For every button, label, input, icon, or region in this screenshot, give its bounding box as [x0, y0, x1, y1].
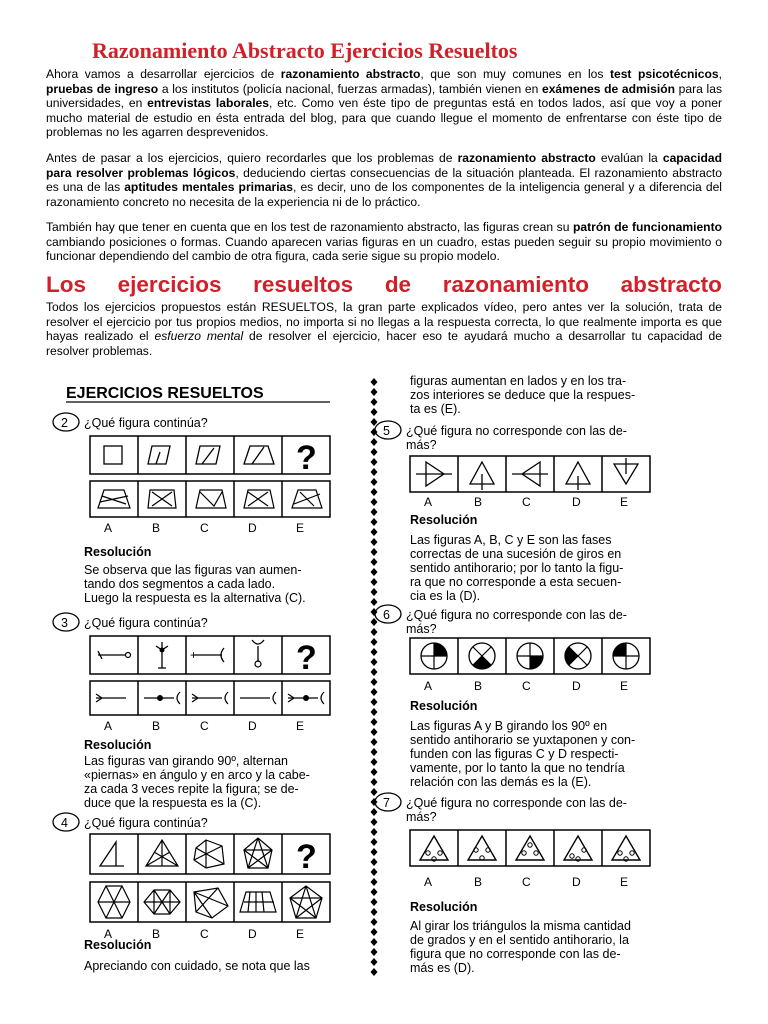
question-text: ¿Qué figura continúa? [84, 616, 208, 630]
bold-text: pruebas de ingreso [46, 81, 159, 96]
divider-diamond [371, 558, 378, 566]
exercise-number: 4 [61, 816, 68, 830]
option-letter: C [522, 495, 531, 509]
option-letter: B [474, 875, 483, 889]
option-letter: C [200, 521, 209, 535]
divider-diamond [371, 618, 378, 626]
divider-diamond [371, 868, 378, 876]
resolution-line: Se observa que las figuras van aumen- [84, 563, 302, 577]
option-letter: D [248, 927, 257, 941]
text: de resolver el ejercicio, hacer eso te ayudará mucho a desarrollar tu capacidad de resolver problemas. [46, 329, 723, 358]
divider-diamond [371, 738, 378, 746]
resolution-line: ta es (E). [410, 402, 461, 416]
divider-diamond [371, 728, 378, 736]
divider-diamond [371, 838, 378, 846]
divider-diamond [371, 588, 378, 596]
divider-diamond [371, 878, 378, 886]
option-letter: D [248, 521, 257, 535]
heading-word: resueltos [253, 272, 354, 297]
bold-text: patrón de funcionamiento [573, 220, 722, 234]
heading-word: de [384, 272, 412, 297]
divider-diamond [371, 898, 378, 906]
answer-options-row [90, 681, 330, 715]
heading-word: Los [46, 272, 87, 297]
divider-diamonds [371, 378, 378, 976]
question-mark: ? [296, 639, 317, 677]
option-letter: A [104, 521, 113, 535]
resolution-label: Resolución [410, 699, 478, 713]
text: , etc. Como ven éste tipo de preguntas está en todos lados, así que voy a poner mucho material de estudio en ésta entrada del blog, para que cuando llegue el momento de enfrentarse con éste tipo de problemas no les agarren desprevenidos. [46, 96, 722, 139]
option-letter: E [620, 679, 629, 693]
option-letter: E [296, 927, 305, 941]
option-letter: B [152, 927, 161, 941]
resolution-line: zos interiores se deduce que la respues- [410, 388, 636, 402]
text: , deduciendo ciertas consecuencias de la situación planteada. El razonamiento abstracto es una de las [46, 165, 722, 194]
question-text: ¿Qué figura continúa? [84, 816, 208, 830]
text: , es decir, uno de los componentes de la inteligencia general y a diferencia del razonamiento concreto no necesita de la experiencia ni de lo práctico. [46, 180, 722, 209]
divider-diamond [371, 438, 378, 446]
question-mark: ? [296, 838, 317, 876]
divider-diamond [371, 658, 378, 666]
divider-diamond [371, 768, 378, 776]
divider-diamond [371, 418, 378, 426]
divider-diamond [371, 698, 378, 706]
resolution-line: correctas de una sucesión de giros en [410, 547, 622, 561]
divider-diamond [371, 388, 378, 396]
divider-diamond [371, 848, 378, 856]
divider-diamond [371, 968, 378, 976]
resolution-label: Resolución [84, 938, 152, 952]
bold-text: entrevistas laborales [147, 96, 270, 110]
text: , [718, 67, 722, 81]
exercise-number: 6 [383, 608, 390, 622]
question-mark: ? [296, 439, 317, 477]
divider-diamond [371, 378, 378, 386]
text: Ahora vamos a desarrollar ejercicios de [46, 67, 281, 81]
divider-diamond [371, 458, 378, 466]
option-letter: C [522, 679, 531, 693]
resolution-label: Resolución [410, 900, 478, 914]
divider-diamond [371, 668, 378, 676]
option-letter: E [296, 521, 305, 535]
option-letter: E [620, 875, 629, 889]
divider-diamond [371, 528, 378, 536]
resolution-label: Resolución [410, 513, 478, 527]
resolution-line: Las figuras A, B, C y E son las fases [410, 533, 612, 547]
heading-word: abstracto [620, 272, 722, 297]
resolution-line: ra que no corresponde a esta secuen- [410, 575, 622, 589]
exercise-number: 5 [383, 424, 390, 438]
divider-diamond [371, 818, 378, 826]
exercise-number: 2 [61, 416, 68, 430]
divider-diamond [371, 918, 378, 926]
resolution-line: «piernas» en ángulo y en arco y la cabe- [84, 768, 310, 782]
divider-diamond [371, 408, 378, 416]
answer-options-row [90, 481, 330, 517]
divider-diamond [371, 778, 378, 786]
option-letter: A [104, 927, 113, 941]
option-letter: E [620, 495, 629, 509]
resolution-line: vamente, por lo tanto la que no tendría [410, 761, 625, 775]
option-letter: D [248, 719, 257, 733]
divider-diamond [371, 958, 378, 966]
divider-diamond [371, 758, 378, 766]
divider-diamond [371, 648, 378, 656]
text: cambiando posiciones o formas. Cuando aparecen varias figuras en un cuadro, estas pueden seguir su propio movimiento o funcionar dependiendo del cambio de otra figura, cada serie sigue su propio modelo. [46, 234, 722, 263]
divider-diamond [371, 398, 378, 406]
option-letter: D [572, 875, 581, 889]
option-letter: D [572, 679, 581, 693]
divider-diamond [371, 798, 378, 806]
option-letter: A [424, 679, 433, 693]
divider-diamond [371, 928, 378, 936]
resolution-line: za cada 3 veces repite la figura; se de- [84, 782, 299, 796]
divider-diamond [371, 598, 378, 606]
divider-diamond [371, 948, 378, 956]
divider-diamond [371, 488, 378, 496]
text: También hay que tener en cuenta que en los test de razonamiento abstracto, las figuras crean su [46, 220, 574, 234]
divider-diamond [371, 518, 378, 526]
divider-diamond [371, 628, 378, 636]
option-letter: D [572, 495, 581, 509]
resolution-line: Las figuras A y B girando los 90º en [410, 719, 608, 733]
bold-text: exámenes de admisión [541, 81, 676, 96]
question-text: más? [406, 622, 437, 636]
resolution-line: tando dos segmentos a cada lado. [84, 577, 276, 591]
question-text: más? [406, 810, 437, 824]
divider-diamond [371, 478, 378, 486]
divider-diamond [371, 888, 378, 896]
resolution-line: relación con las demás es la (E). [410, 775, 592, 789]
resolution-line: figura que no corresponde con las de- [410, 947, 621, 961]
bold-text: razonamiento abstracto [280, 67, 421, 81]
divider-diamond [371, 448, 378, 456]
question-text: ¿Qué figura no corresponde con las de- [406, 424, 627, 438]
divider-diamond [371, 858, 378, 866]
divider-diamond [371, 678, 378, 686]
divider-diamond [371, 568, 378, 576]
bold-text: test psicotécnicos [609, 67, 719, 81]
option-letter: B [152, 521, 161, 535]
heading-word: razonamiento [442, 272, 589, 297]
italic-text: esfuerzo mental [154, 329, 244, 343]
divider-diamond [371, 808, 378, 816]
divider-diamond [371, 578, 378, 586]
resolution-line: Apreciando con cuidado, se nota que las [84, 959, 310, 973]
question-text: ¿Qué figura no corresponde con las de- [406, 608, 627, 622]
divider-diamond [371, 468, 378, 476]
option-letter: A [424, 495, 433, 509]
option-letter: C [522, 875, 531, 889]
resolution-line: sentido antihorario; por lo tanto la figu- [410, 561, 624, 575]
resolution-line: cia es la (D). [410, 589, 481, 603]
divider-diamond [371, 508, 378, 516]
divider-diamond [371, 538, 378, 546]
divider-diamond [371, 718, 378, 726]
divider-diamond [371, 708, 378, 716]
bold-text: aptitudes mentales primarias [124, 180, 294, 194]
answer-options-row [410, 456, 650, 492]
svg-text:+: + [190, 648, 198, 662]
resolution-line: Al girar los triángulos la misma cantidad [410, 919, 631, 933]
text: Antes de pasar a los ejercicios, quiero recordarles que los problemas de [46, 151, 458, 165]
resolution-line: figuras aumentan en lados y en los tra- [410, 374, 627, 388]
option-letter: C [200, 927, 209, 941]
option-letter: B [152, 719, 161, 733]
option-letter: A [424, 875, 433, 889]
resolution-line: duce que la respuesta es la (C). [84, 796, 262, 810]
divider-diamond [371, 688, 378, 696]
figure-sequence-row [90, 636, 330, 677]
divider-diamond [371, 908, 378, 916]
exercises-heading: EJERCICIOS RESUELTOS [66, 385, 264, 402]
text: Todos los ejercicios propuestos están RESUELTOS, la gran parte explicados vídeo, pero antes ver la solución, trata de resolver el ejercicio por tus propios medios, no importa si no llegas a la respuesta correcta, lo que realmente importa es que hayas realizado el [46, 300, 722, 343]
answer-options-row [410, 638, 650, 674]
option-letter: B [474, 495, 483, 509]
resolution-line: Las figuras van girando 90º, alternan [84, 754, 289, 768]
resolution-label: Resolución [84, 738, 152, 752]
figure-sequence-row [90, 436, 330, 477]
question-text: ¿Qué figura continúa? [84, 416, 208, 430]
figure-sequence-row [90, 834, 330, 876]
resolution-label: Resolución [84, 545, 152, 559]
divider-diamond [371, 548, 378, 556]
answer-options-row [410, 830, 650, 866]
option-letter: A [104, 719, 113, 733]
divider-diamond [371, 638, 378, 646]
page-title: Razonamiento Abstracto Ejercicios Resueltos [92, 38, 518, 63]
option-letter: C [200, 719, 209, 733]
option-letter: E [296, 719, 305, 733]
resolution-line: sentido antihorario se yuxtaponen y con- [410, 733, 636, 747]
divider-diamond [371, 788, 378, 796]
divider-diamond [371, 938, 378, 946]
text: a los institutos (policía nacional, fuerzas armadas), también vienen en [158, 81, 542, 96]
divider-diamond [371, 828, 378, 836]
option-letter: B [474, 679, 483, 693]
divider-diamond [371, 748, 378, 756]
divider-diamond [371, 498, 378, 506]
heading-word: ejercicios [117, 272, 222, 297]
answer-options-row [90, 882, 330, 922]
text: evalúan la [595, 151, 663, 165]
resolution-line: de grados y en el sentido antihorario, la [410, 933, 629, 947]
bold-text: razonamiento abstracto [457, 151, 596, 165]
exercise-number: 7 [383, 796, 390, 810]
text: para las universidades, en [46, 81, 723, 110]
resolution-line: más es (D). [410, 961, 475, 975]
question-text: más? [406, 438, 437, 452]
bold-text: capacidad para resolver problemas lógicos [46, 151, 722, 180]
resolution-line: Luego la respuesta es la alternativa (C). [84, 591, 306, 605]
resolution-line: funden con las figuras C y D respecti- [410, 747, 619, 761]
question-text: ¿Qué figura no corresponde con las de- [406, 796, 627, 810]
exercise-number: 3 [61, 616, 68, 630]
text: , que son muy comunes en los [420, 67, 610, 81]
